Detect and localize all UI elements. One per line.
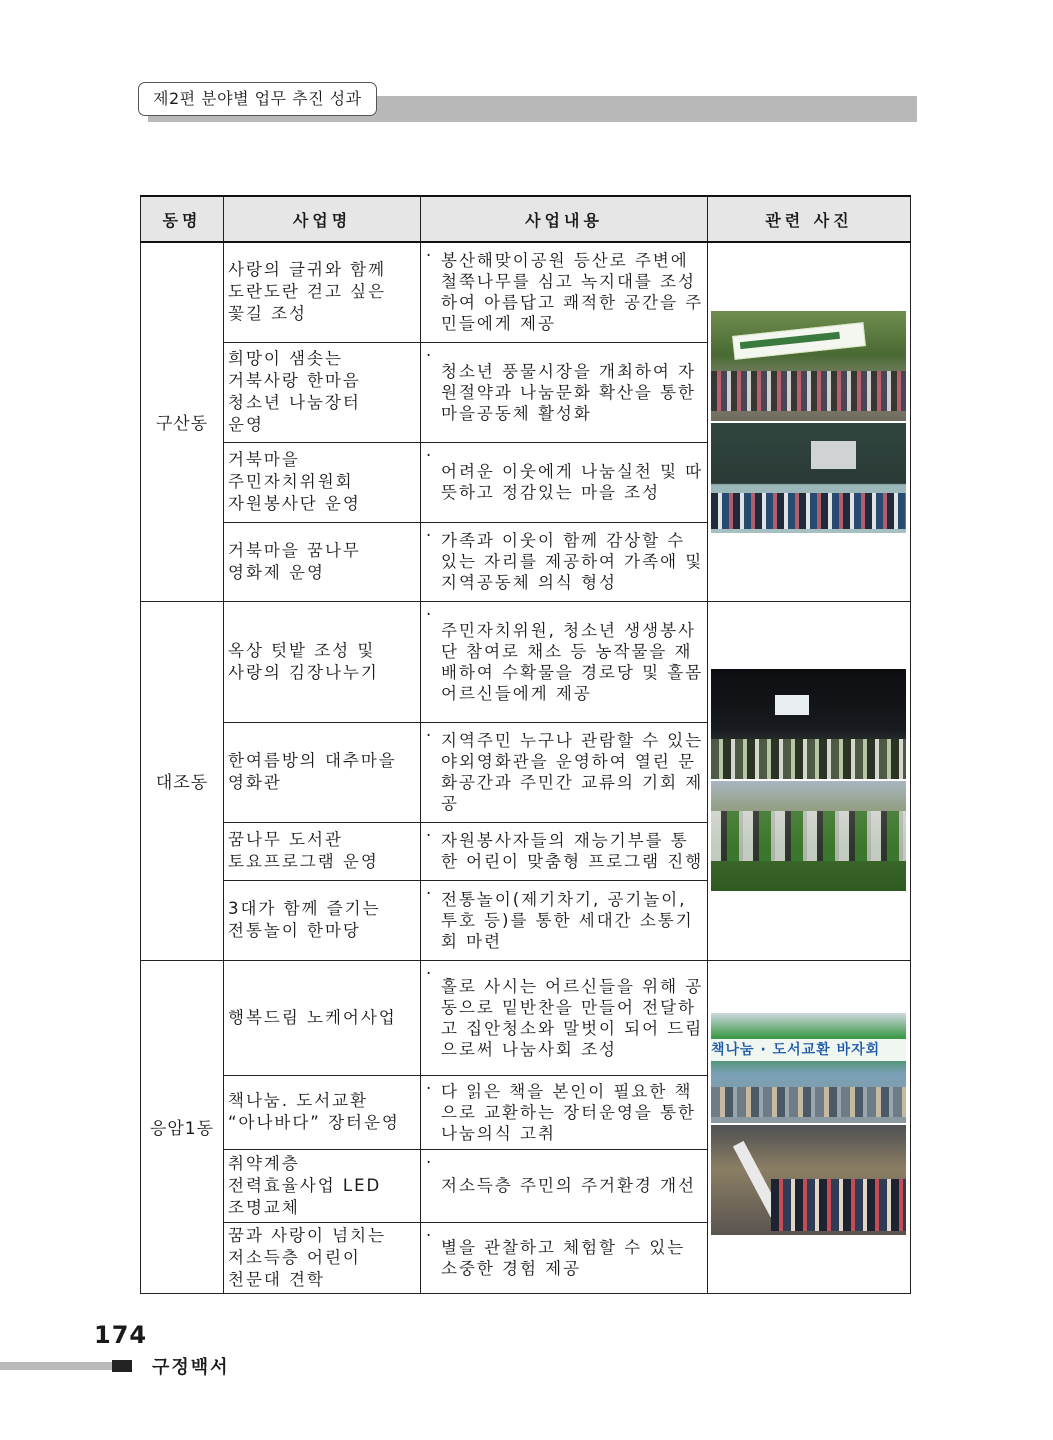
project-cell: 꿈나무 도서관 토요프로그램 운영 (224, 822, 421, 880)
bullet: · (426, 883, 434, 903)
project-cell: 3대가 함께 즐기는 전통놀이 한마당 (224, 880, 421, 960)
dong-cell: 구산동 (141, 242, 224, 601)
table-row (141, 601, 911, 722)
content-cell (421, 1149, 708, 1222)
content-text: 저소득층 주민의 주거환경 개선 (441, 1176, 696, 1195)
photo-cell (708, 242, 911, 601)
header-project: 사업명 (224, 196, 421, 242)
content-cell (421, 1222, 708, 1293)
photo-sign-text: 책나눔 · 도서교환 바자회 (711, 1039, 906, 1061)
program-table (140, 195, 911, 1294)
dong-cell: 응암1동 (141, 960, 224, 1293)
photo-group (711, 669, 906, 891)
bullet: · (426, 345, 434, 365)
photo-rooftop-garden (711, 781, 906, 891)
project-cell: 꿈과 사랑이 넘치는 저소득층 어린이 천문대 견학 (224, 1222, 421, 1293)
table-header-row (141, 196, 911, 242)
project-cell: 사랑의 글귀와 함께 도란도란 걷고 싶은 꽃길 조성 (224, 242, 421, 342)
photo-flower-path (711, 311, 906, 421)
project-cell: 희망이 샘솟는 거북사랑 한마음 청소년 나눔장터 운영 (224, 342, 421, 442)
header-dong: 동명 (141, 196, 224, 242)
content-text: 홀로 사시는 어르신들을 위해 공동으로 밑반찬을 만들어 전달하고 집안청소와 말벗이 되어 드림으로써 나눔사회 조성 (441, 976, 704, 1059)
bullet: · (426, 604, 434, 624)
content-text: 별을 관찰하고 체험할 수 있는 소중한 경험 제공 (441, 1237, 686, 1278)
bullet: · (426, 825, 434, 845)
content-text: 어려운 이웃에게 나눔실천 및 따뜻하고 정감있는 마을 조성 (441, 462, 704, 502)
content-cell (421, 822, 708, 880)
project-cell: 옥상 텃밭 조성 및 사랑의 김장나누기 (224, 601, 421, 722)
content-cell (421, 722, 708, 822)
header-photo: 관련 사진 (708, 196, 911, 242)
bullet: · (426, 246, 434, 265)
bullet: · (426, 725, 434, 745)
content-text: 주민자치위원, 청소년 생생봉사단 참여로 채소 등 농작물을 재배하여 수확물을 경로당 및 홀몸어르신들에게 제공 (441, 620, 704, 703)
photo-group (711, 1013, 906, 1235)
content-cell (421, 960, 708, 1075)
content-text: 봉산해맞이공원 등산로 주변에 철쭉나무를 심고 녹지대를 조성하여 아름답고 쾌적한 공간을 주민들에게 제공 (441, 251, 704, 334)
photo-outdoor-cinema (711, 669, 906, 779)
project-cell: 거북마을 주민자치위원회 자원봉사단 운영 (224, 442, 421, 522)
bullet: · (426, 1152, 434, 1172)
content-text: 지역주민 누구나 관람할 수 있는 야외영화관을 운영하여 열린 문화공간과 주민간 교류의 기회 제공 (441, 731, 704, 813)
page-number: 174 (94, 1321, 148, 1349)
header-content: 사업내용 (421, 196, 708, 242)
photo-group (711, 311, 906, 533)
project-cell: 거북마을 꿈나무 영화제 운영 (224, 522, 421, 601)
footer-bar-marker (112, 1360, 132, 1372)
project-cell: 한여름방의 대추마을 영화관 (224, 722, 421, 822)
content-cell (421, 522, 708, 601)
footer-bar (0, 1362, 112, 1370)
photo-observatory (711, 1125, 906, 1235)
table-row (141, 960, 911, 1075)
content-cell (421, 1075, 708, 1149)
bullet: · (426, 1225, 434, 1245)
project-cell: 취약계층 전력효율사업 LED 조명교체 (224, 1149, 421, 1222)
bullet: · (426, 963, 434, 983)
project-cell: 책나눔. 도서교환 “아나바다” 장터운영 (224, 1075, 421, 1149)
content-cell (421, 442, 708, 522)
content-text: 자원봉사자들의 재능기부를 통한 어린이 맞춤형 프로그램 진행 (441, 831, 704, 871)
content-cell (421, 342, 708, 442)
content-text: 가족과 이웃이 함께 감상할 수 있는 자리를 제공하여 가족애 및 지역공동체 의식 형성 (441, 531, 704, 592)
content-text: 전통놀이(제기차기, 공기놀이, 투호 등)를 통한 세대간 소통기회 마련 (441, 889, 694, 951)
photo-book-exchange (711, 1013, 906, 1123)
bullet: · (426, 445, 434, 465)
bullet: · (426, 525, 434, 545)
book-title: 구정백서 (152, 1357, 230, 1378)
photo-cell (708, 960, 911, 1293)
content-cell (421, 880, 708, 960)
dong-cell: 대조동 (141, 601, 224, 960)
content-cell (421, 601, 708, 722)
content-text: 청소년 풍물시장을 개최하여 자원절약과 나눔문화 확산을 통한 마을공동체 활성화 (441, 361, 696, 423)
project-cell: 행복드림 노케어사업 (224, 960, 421, 1075)
bullet: · (426, 1078, 434, 1098)
photo-movie-night (711, 423, 906, 533)
photo-cell (708, 601, 911, 960)
content-text: 다 읽은 책을 본인이 필요한 책으로 교환하는 장터운영을 통한 나눔의식 고취 (441, 1081, 696, 1143)
content-cell (421, 242, 708, 342)
table-row (141, 242, 911, 342)
section-title: 제2편 분야별 업무 추진 성과 (138, 82, 377, 116)
